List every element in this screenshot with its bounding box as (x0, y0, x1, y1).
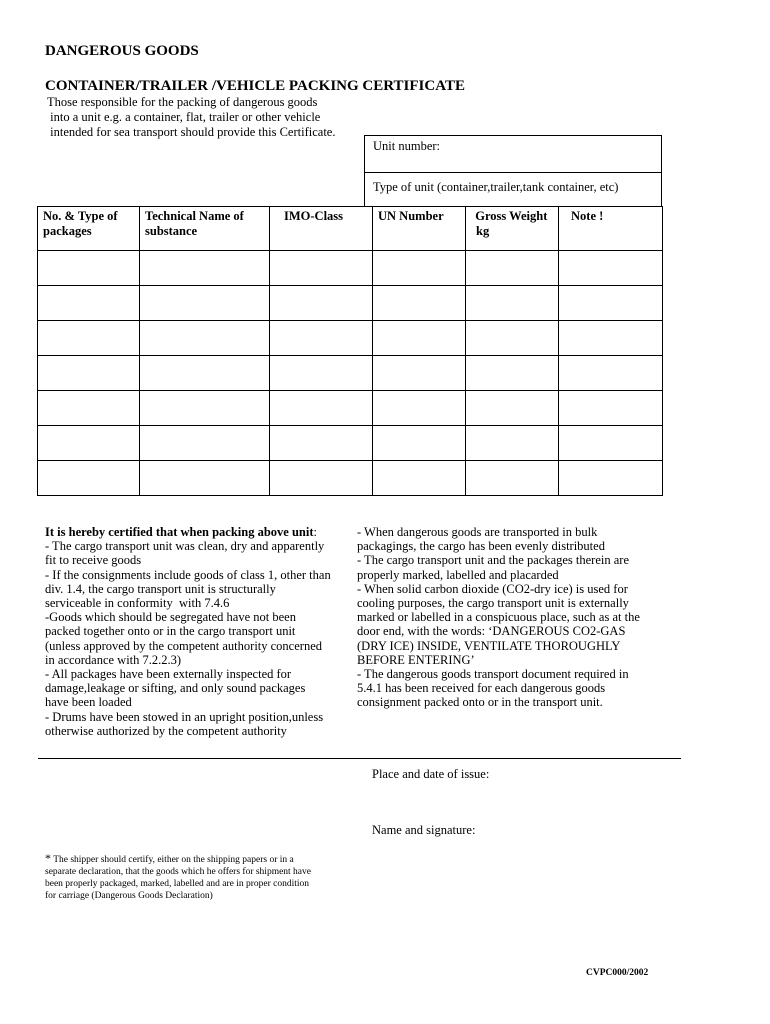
form-subtitle: CONTAINER/TRAILER /VEHICLE PACKING CERTIFICATE (45, 78, 465, 94)
table-cell[interactable] (270, 251, 373, 286)
cert-line: - When solid carbon dioxide (CO2-dry ice) is used for (357, 581, 628, 596)
cert-line: damage,leakage or sifting, and only sound packages (45, 681, 306, 696)
header-text: No. & Type of (43, 209, 118, 223)
table-cell[interactable] (559, 251, 663, 286)
header-imo-class (270, 207, 373, 251)
table-cell[interactable] (140, 356, 270, 391)
table-cell[interactable] (140, 286, 270, 321)
table-cell[interactable] (559, 426, 663, 461)
header-text: substance (145, 224, 198, 238)
cert-line: consignment packed onto or in the transport unit. (357, 695, 603, 710)
footnote-line: separate declaration, that the goods which he offers for shipment have (45, 867, 311, 877)
cert-line: otherwise authorized by the competent authority (45, 723, 287, 738)
intro-text (47, 95, 335, 140)
table-cell[interactable] (270, 356, 373, 391)
table-header-row (38, 207, 663, 251)
footnote-star: * (45, 851, 51, 865)
table-cell[interactable] (559, 286, 663, 321)
table-cell[interactable] (140, 426, 270, 461)
lead-suffix: : (313, 525, 318, 539)
header-text: Gross Weight (469, 209, 548, 223)
header-text: UN Number (378, 209, 444, 223)
header-text: packages (43, 224, 92, 238)
cert-line: - The cargo transport unit and the packages therein are (357, 553, 629, 568)
header-technical-name (140, 207, 270, 251)
footnote (45, 852, 345, 902)
table-cell[interactable] (559, 391, 663, 426)
table-cell[interactable] (559, 321, 663, 356)
cert-line: - All packages have been externally inspected for (45, 667, 292, 682)
cert-line: BEFORE ENTERING’ (357, 652, 475, 667)
intro-line: Those responsible for the packing of dangerous goods (47, 95, 318, 109)
form-code: CVPC000/2002 (586, 968, 649, 978)
header-text: kg (476, 224, 490, 238)
footnote-text: The shipper should certify, either on the shipping papers or in a (51, 855, 294, 865)
table-cell[interactable] (140, 391, 270, 426)
table-row (38, 391, 663, 426)
table-cell[interactable] (373, 461, 466, 496)
table-cell[interactable] (38, 321, 140, 356)
cert-line: (DRY ICE) INSIDE, VENTILATE THOROUGHLY (357, 638, 621, 653)
cert-line: - If the consignments include goods of class 1, other than (45, 567, 331, 582)
cert-line: properly marked, labelled and placarded (357, 567, 559, 582)
footnote-line (45, 852, 345, 866)
intro-line: intended for sea transport should provide this Certificate. (47, 125, 336, 139)
cert-line: door end, with the words: ‘DANGEROUS CO2-GAS (357, 624, 626, 639)
cert-line: - The dangerous goods transport document required in (357, 667, 629, 682)
header-text: Note ! (571, 209, 604, 223)
certification-left-column (45, 525, 350, 738)
table-row (38, 461, 663, 496)
table-cell[interactable] (38, 356, 140, 391)
table-cell[interactable] (466, 251, 559, 286)
table-cell[interactable] (140, 251, 270, 286)
header-text: Technical Name of (145, 209, 244, 223)
table-row (38, 251, 663, 286)
unit-number-field[interactable]: Unit number: (373, 139, 441, 153)
table-row (38, 356, 663, 391)
header-text: IMO-Class (284, 209, 344, 223)
header-gross-weight (466, 207, 559, 251)
table-cell[interactable] (373, 426, 466, 461)
unit-type-field[interactable]: Type of unit (container,trailer,tank container, etc) (373, 180, 619, 194)
cert-line: have been loaded (45, 695, 132, 710)
cert-line: - Drums have been stowed in an upright position,unless (45, 709, 324, 724)
certification-lead (45, 525, 350, 539)
table-cell[interactable] (466, 426, 559, 461)
cert-line: -Goods which should be segregated have not been (45, 610, 296, 625)
table-cell[interactable] (466, 321, 559, 356)
table-cell[interactable] (373, 251, 466, 286)
table-cell[interactable] (466, 391, 559, 426)
lead-text: It is hereby certified that when packing above unit (45, 525, 314, 539)
table-row (38, 426, 663, 461)
table-row (38, 286, 663, 321)
table-cell[interactable] (270, 286, 373, 321)
cert-line: fit to receive goods (45, 553, 142, 568)
name-signature-field[interactable]: Name and signature: (372, 823, 476, 837)
cert-line: (unless approved by the competent authority concerned (45, 638, 322, 653)
table-cell[interactable] (38, 251, 140, 286)
certification-right-column (357, 525, 657, 710)
section-divider (38, 758, 681, 759)
cert-line: in accordance with 7.2.2.3) (45, 652, 182, 667)
cert-line: 5.4.1 has been received for each dangerous goods (357, 681, 606, 696)
table-cell[interactable] (466, 461, 559, 496)
cert-line: marked or labelled in a conspicuous place, such as at the (357, 610, 640, 625)
header-packages (38, 207, 140, 251)
footnote-line: for carriage (Dangerous Goods Declaration) (45, 891, 213, 901)
table-cell[interactable] (270, 461, 373, 496)
cert-line: - When dangerous goods are transported in bulk (357, 525, 598, 539)
table-cell[interactable] (466, 356, 559, 391)
table-cell[interactable] (270, 391, 373, 426)
table-cell[interactable] (38, 286, 140, 321)
form-title: DANGEROUS GOODS (45, 43, 199, 59)
header-note (559, 207, 663, 251)
table-cell[interactable] (270, 426, 373, 461)
table-cell[interactable] (559, 356, 663, 391)
table-cell[interactable] (270, 321, 373, 356)
cert-line: - The cargo transport unit was clean, dry and apparently (45, 539, 325, 554)
cert-line: div. 1.4, the cargo transport unit is structurally (45, 581, 276, 596)
cert-line: cooling purposes, the cargo transport unit is externally (357, 596, 629, 611)
table-cell[interactable] (373, 321, 466, 356)
place-date-field[interactable]: Place and date of issue: (372, 767, 490, 781)
table-cell[interactable] (373, 286, 466, 321)
table-cell[interactable] (38, 391, 140, 426)
unit-info-box (364, 135, 662, 207)
cert-line: packed together onto or in the cargo transport unit (45, 624, 296, 639)
intro-line: into a unit e.g. a container, flat, trailer or other vehicle (47, 110, 321, 124)
unit-box-divider (365, 172, 661, 173)
goods-table (37, 206, 663, 496)
table-cell[interactable] (38, 426, 140, 461)
header-un-number (373, 207, 466, 251)
table-cell[interactable] (140, 321, 270, 356)
table-cell[interactable] (559, 461, 663, 496)
footnote-line: been properly packaged, marked, labelled and are in proper condition (45, 879, 310, 889)
table-cell[interactable] (38, 461, 140, 496)
table-cell[interactable] (466, 286, 559, 321)
table-cell[interactable] (373, 356, 466, 391)
table-cell[interactable] (140, 461, 270, 496)
table-row (38, 321, 663, 356)
cert-line: serviceable in conformity with 7.4.6 (45, 596, 230, 611)
cert-line: packagings, the cargo has been evenly distributed (357, 539, 605, 554)
table-cell[interactable] (373, 391, 466, 426)
